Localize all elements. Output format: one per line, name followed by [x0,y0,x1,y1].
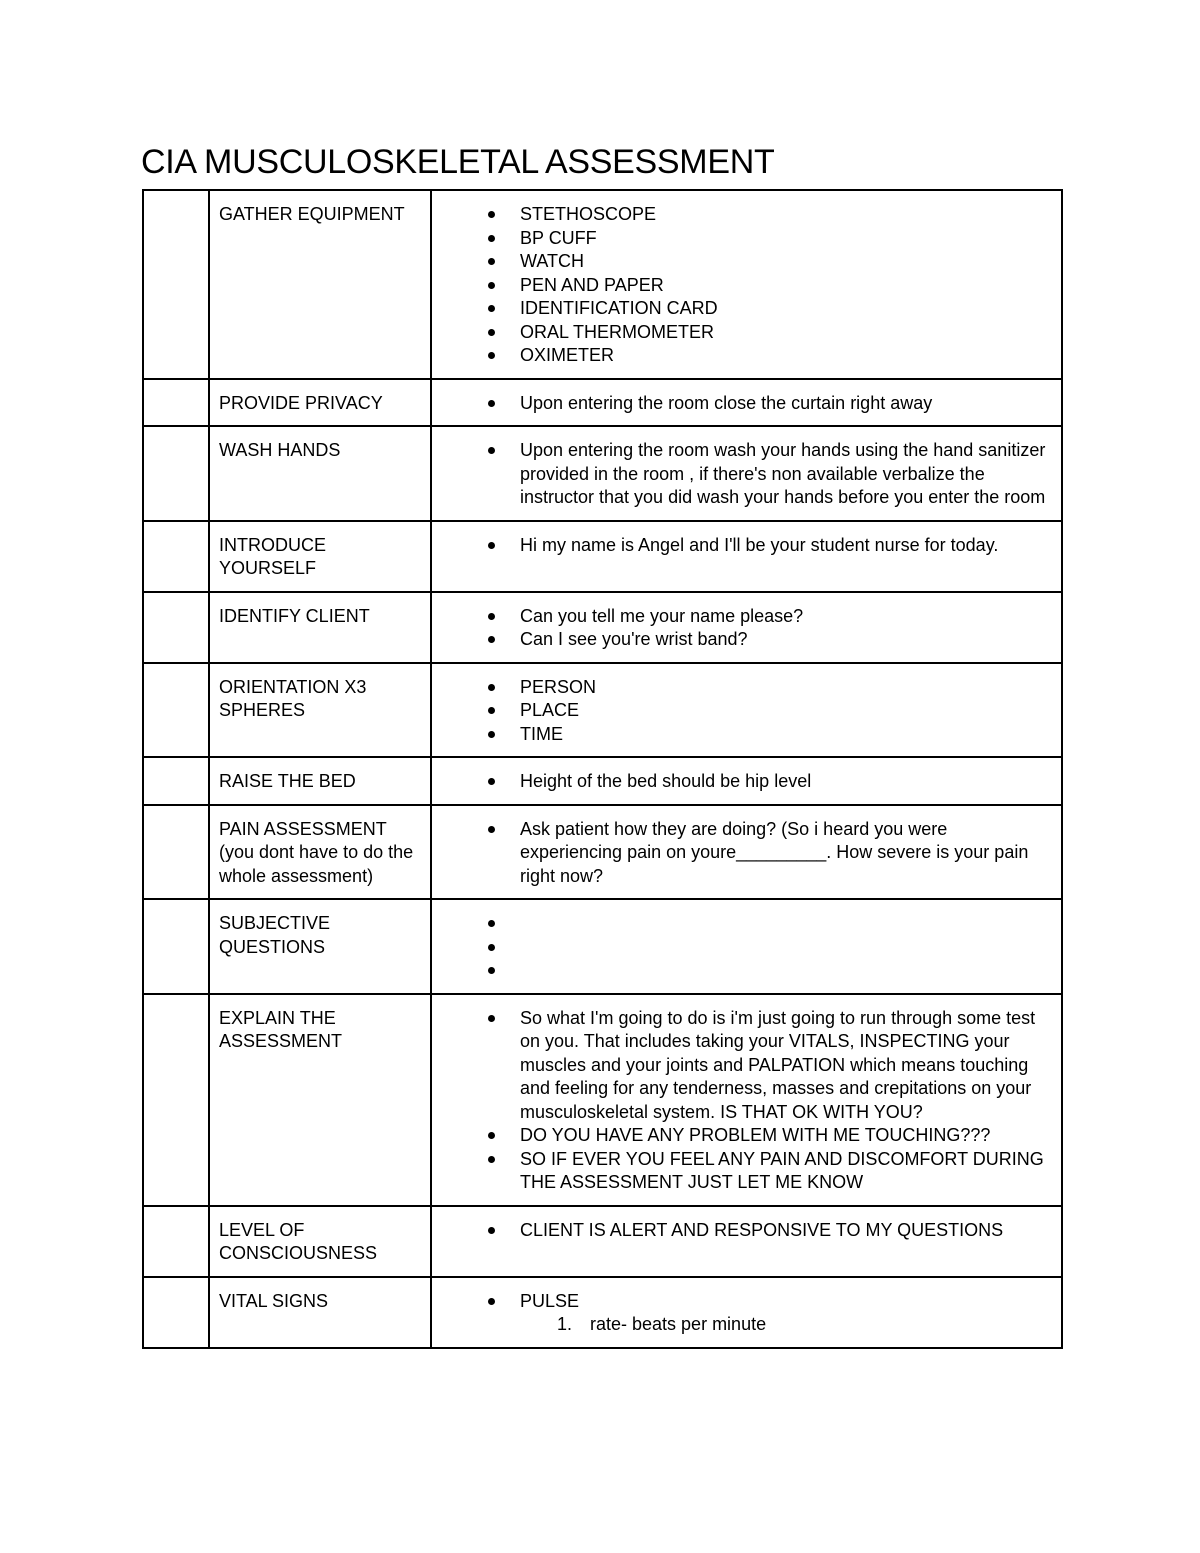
assessment-checklist-table [142,189,1063,1349]
item-text: rate- beats per minute [590,1314,767,1334]
checkbox-cell [143,899,209,994]
table-row [143,1277,1062,1348]
list-item [441,1290,1053,1337]
page-title: CIA MUSCULOSKELETAL ASSESSMENT [141,143,775,181]
checkbox-cell [143,592,209,663]
list-item: CLIENT IS ALERT AND RESPONSIVE TO MY QUESTIONS [441,1219,1053,1243]
step-cell: GATHER EQUIPMENT [209,190,431,379]
details-cell [431,663,1062,758]
details-cell [431,1277,1062,1348]
table-row [143,521,1062,592]
list-item: Height of the bed should be hip level [441,770,1053,794]
list-item: Hi my name is Angel and I'll be your student nurse for today. [441,534,1053,558]
checkbox-cell [143,757,209,805]
table-row [143,805,1062,900]
table-row [143,663,1062,758]
list-item [441,959,1053,983]
list-item-text: PULSE [520,1290,580,1311]
checkbox-cell [143,663,209,758]
list-item: PLACE [441,699,1053,723]
checkbox-cell [143,805,209,900]
table-row [143,190,1062,379]
details-cell [431,757,1062,805]
checkbox-cell [143,190,209,379]
step-cell: LEVEL OF CONSCIOUSNESS [209,1206,431,1277]
details-cell [431,805,1062,900]
list-item: SO IF EVER YOU FEEL ANY PAIN AND DISCOMFORT DURING THE ASSESSMENT JUST LET ME KNOW [441,1148,1053,1195]
checkbox-cell [143,994,209,1206]
list-item [441,936,1053,960]
item-number: 1. [557,1314,573,1334]
table-row [143,592,1062,663]
table-row [143,994,1062,1206]
step-cell: PAIN ASSESSMENT (you dont have to do the whole assessment) [209,805,431,900]
details-cell [431,379,1062,427]
list-item: Can I see you're wrist band? [441,628,1053,652]
table-row [143,1206,1062,1277]
list-item: PEN AND PAPER [441,274,1053,298]
checkbox-cell [143,1206,209,1277]
numbered-item [520,1313,1053,1337]
details-cell [431,592,1062,663]
details-cell [431,426,1062,521]
list-item: WATCH [441,250,1053,274]
step-cell: SUBJECTIVE QUESTIONS [209,899,431,994]
step-cell: INTRODUCE YOURSELF [209,521,431,592]
details-cell [431,521,1062,592]
list-item: Upon entering the room close the curtain right away [441,392,1053,416]
details-cell [431,994,1062,1206]
step-cell: EXPLAIN THE ASSESSMENT [209,994,431,1206]
list-item: BP CUFF [441,227,1053,251]
details-cell [431,190,1062,379]
list-item: OXIMETER [441,344,1053,368]
list-item: STETHOSCOPE [441,203,1053,227]
list-item: IDENTIFICATION CARD [441,297,1053,321]
list-item: So what I'm going to do is i'm just going to run through some test on you. That includes taking your VITALS, INSPECTING your muscles and your joints and PALPATION which means touching and feeling for any tenderness, masses and crepitations on your musculoskeletal system. IS THAT OK WITH YOU? [441,1007,1053,1125]
table-row [143,379,1062,427]
step-cell: VITAL SIGNS [209,1277,431,1348]
list-item: Upon entering the room wash your hands using the hand sanitizer provided in the room , if there's non available verbalize the instructor that you did wash your hands before you enter the room [441,439,1053,510]
table-row [143,899,1062,994]
checkbox-cell [143,426,209,521]
checkbox-cell [143,379,209,427]
step-cell: RAISE THE BED [209,757,431,805]
list-item: Can you tell me your name please? [441,605,1053,629]
list-item: PERSON [441,676,1053,700]
list-item [441,912,1053,936]
list-item: Ask patient how they are doing? (So i heard you were experiencing pain on youre_________. How severe is your pain right now? [441,818,1053,889]
details-cell [431,1206,1062,1277]
checkbox-cell [143,521,209,592]
list-item: TIME [441,723,1053,747]
checkbox-cell [143,1277,209,1348]
step-cell: ORIENTATION X3 SPHERES [209,663,431,758]
table-row [143,426,1062,521]
details-cell [431,899,1062,994]
step-cell: WASH HANDS [209,426,431,521]
step-cell: PROVIDE PRIVACY [209,379,431,427]
list-item: DO YOU HAVE ANY PROBLEM WITH ME TOUCHING??? [441,1124,1053,1148]
step-cell: IDENTIFY CLIENT [209,592,431,663]
list-item: ORAL THERMOMETER [441,321,1053,345]
table-row [143,757,1062,805]
